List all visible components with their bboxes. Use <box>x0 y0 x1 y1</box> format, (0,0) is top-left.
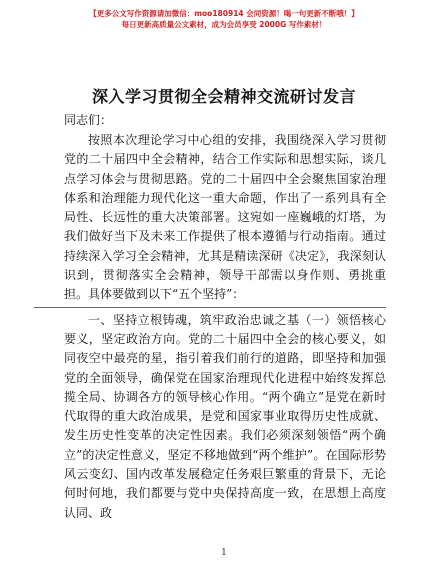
document-title: 深入学习贯彻全会精神交流研讨发言 <box>91 87 356 106</box>
promo-banner-line-1: 【更多公文写作资源请加微信：moo180914 会同资源！喝一句更新不断哦！】 <box>89 9 359 18</box>
document-body <box>64 131 386 523</box>
page-number: 1 <box>221 548 227 558</box>
promo-banner <box>0 8 448 30</box>
paragraph-intro: 按照本次理论学习中心组的安排，我围绕深入学习贯彻党的二十届四中全会精神，结合工作实际和思想实际，谈几点学习体会与贯彻思路。党的二十届四中全会聚焦国家治理体系和治理能力现代化这一重大命题，作出了一系列具有全局性、长远性的重大决策部署。这宛如一座巍峨的灯塔，为我们做好当下及未来工作提供了根本遵循与行动指南。通过持续深入学习全会精神，尤其是精读深研《决定》，我深刻认识到，贯彻落实全会精神，领导干部需以身作则、勇挑重担。具体要做到以下“五个坚持”： <box>64 133 386 302</box>
paragraph-section-one: 一、坚持立根铸魂，筑牢政治忠诚之基（一）领悟核心要义，坚定政治方向。党的二十届四中全会的核心要义，如同夜空中最亮的星，指引着我们前行的道路，即坚持和加强党的全面领导，确保党在国家治理现代化进程中始终发挥总揽全局、协调各方的领导核心作用。“两个确立”是党在新时代取得的重大政治成果，是党和国家事业取得历史性成就、发生历史性变革的决定性因素。我们必须深刻领悟“两个确立”的决定性意义，坚定不移地做到“两个维护”。在国际形势风云变幻、国内改革发展稳定任务艰巨繁重的背景下，无论何时何地，我们都要与党中央保持高度一致，在思想上高度认同、政 <box>64 312 386 520</box>
section-divider <box>34 307 386 308</box>
promo-banner-line-2: 每日更新高质量公文素材，成为会员享受 2000G 写作素材！ <box>121 20 327 29</box>
salutation: 同志们： <box>64 113 113 127</box>
